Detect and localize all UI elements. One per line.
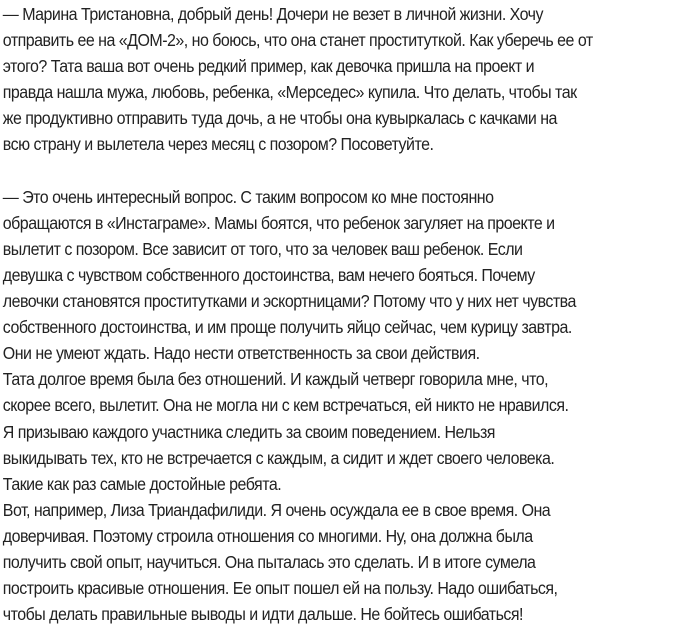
text-line: чтобы делать правильные выводы и идти дальше. Не бойтесь ошибаться! xyxy=(2,604,523,625)
text-line: вылетит с позором. Все зависит от того, что за человек ваш ребенок. Если xyxy=(2,238,523,259)
text-line: доверчивая. Поэтому строила отношения со многими. Ну, она должна была xyxy=(2,525,533,546)
text-line: обращаются в «Инстаграме». Мамы боятся, что ребенок загуляет на проекте и xyxy=(2,212,555,233)
text-line: — Марина Тристановна, добрый день! Дочери не везет в личной жизни. Хочу xyxy=(2,4,543,24)
text-line: Тата долгое время была без отношений. И каждый четверг говорила мне, что, xyxy=(2,369,549,390)
text-line: девушка с чувством собственного достоинства, вам нечего бояться. Почему xyxy=(2,264,535,285)
text-line: Такие как раз самые достойные ребята. xyxy=(2,473,282,494)
text-line: Вот, например, Лиза Триандафилиди. Я очень осуждала ее в свое время. Она xyxy=(2,499,551,520)
text-line: же продуктивно отправить туда дочь, а не чтобы она кувыркалась с качками на xyxy=(2,108,557,129)
text-line: скорее всего, вылетит. Она не могла ни с кем встречаться, ей никто не нравился. xyxy=(2,395,569,416)
paragraph-spacer xyxy=(3,158,699,184)
text-line: левочки становятся проститутками и эскортницами? Потому что у них нет чувства xyxy=(2,291,576,312)
text-line: Они не умеют ждать. Надо нести ответственность за свои действия. xyxy=(2,343,480,364)
text-line: получить свой опыт, научиться. Она пыталась это сделать. И в итоге сумела xyxy=(2,551,536,572)
text-line: этого? Тата ваша вот очень редкий пример, как девочка пришла на проект и xyxy=(2,56,535,77)
text-line: собственного достоинства, и им проще получить яйцо сейчас, чем курицу завтра. xyxy=(2,317,572,338)
text-line: построить красивые отношения. Ее опыт пошел ей на пользу. Надо ошибаться, xyxy=(2,578,558,599)
text-line: отправить ее на «ДОМ-2», но боюсь, что она станет проституткой. Как уберечь ее от xyxy=(2,30,593,51)
text-line: всю страну и вылетела через месяц с позором? Посоветуйте. xyxy=(2,134,434,155)
text-line: выкидывать тех, кто не встречается с каждым, а сидит и ждет своего человека. xyxy=(2,447,555,468)
text-line: — Это очень интересный вопрос. С таким вопросом ко мне постоянно xyxy=(2,186,494,207)
text-line: правда нашла мужа, любовь, ребенка, «Мерседес» купила. Что делать, чтобы так xyxy=(2,82,577,103)
answer-paragraph xyxy=(3,184,699,627)
question-paragraph xyxy=(3,1,699,158)
text-line: Я призываю каждого участника следить за своим поведением. Нельзя xyxy=(2,421,495,442)
